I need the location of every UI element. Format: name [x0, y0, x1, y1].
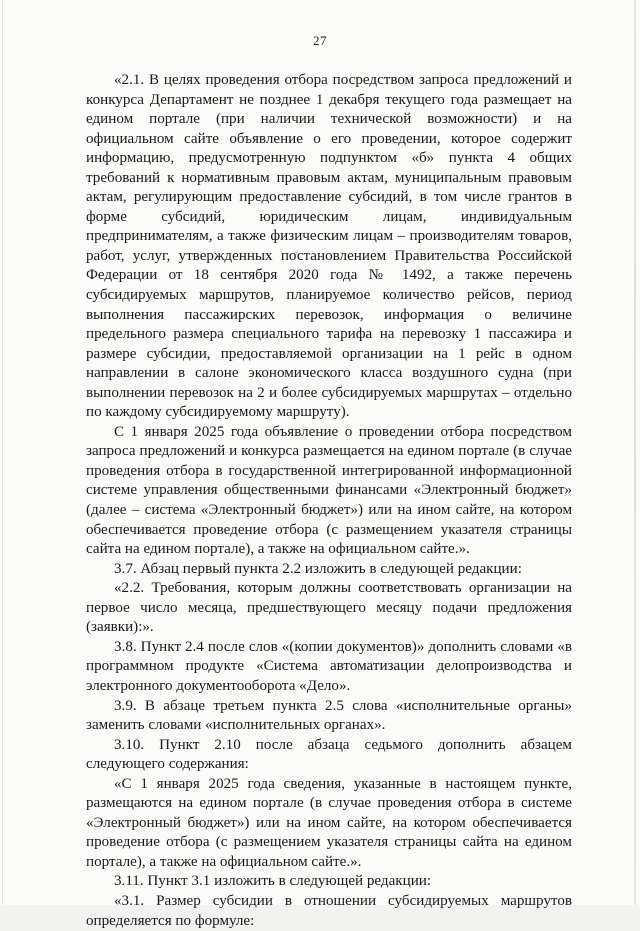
scan-edge-right [634, 0, 636, 905]
paragraph-2025-information: «С 1 января 2025 года сведения, указанные в настоящем пункте, размещаются на едином портале (в случае проведения отбора в системе «Электронный бюджет») или на ином сайте, на котором обеспечивается проведение отбора (с размещением указателя страницы сайта на едином портале), а также на официальном сайте.». [86, 775, 572, 870]
paragraph-3-7: 3.7. Абзац первый пункта 2.2 изложить в следующей редакции: [114, 560, 522, 577]
paragraph-3-1: «3.1. Размер субсидии в отношении субсидируемых маршрутов определяется по формуле: [86, 892, 572, 929]
paragraph-3-9: 3.9. В абзаце третьем пункта 2.5 слова «исполнительные органы» заменить словами «исполнительных органах». [86, 697, 572, 734]
paragraph-3-10: 3.10. Пункт 2.10 после абзаца седьмого дополнить абзацем следующего содержания: [86, 736, 572, 773]
paragraph-3-11: 3.11. Пункт 3.1 изложить в следующей редакции: [114, 873, 432, 890]
page-number: 27 [313, 33, 327, 48]
paragraph-2-2: «2.2. Требования, которым должны соответствовать организации на первое число месяца, предшествующего месяцу подачи предложения (заявки):». [86, 580, 572, 636]
document-body [86, 71, 572, 931]
scan-edge-left [2, 0, 3, 905]
paragraph-2025-announcement: С 1 января 2025 года объявление о проведении отбора посредством запроса предложений и конкурса размещается на едином портале (в случае проведения отбора в государственной интегрированной информационной системе управления общественными финансами «Электронный бюджет» (далее – система «Электронный бюджет») или на ином сайте, на котором обеспечивается проведение отбора (с размещением указателя страницы сайта на едином портале), а также на официальном сайте.». [86, 423, 572, 558]
paragraph-2-1: «2.1. В целях проведения отбора посредством запроса предложений и конкурса Департамент не позднее 1 декабря текущего года размещает на едином портале (при наличии технической возможности) и на официальном сайте объявление о его проведении, которое содержит информацию, предусмотренную подпунктом «б» пункта 4 общих требований к нормативным правовым актам, муниципальным правовым актам, регулирующим предоставление субсидий, в том числе грантов в форме субсидий, юридическим лицам, индивидуальным предпринимателям, а также физическим лицам – производителям товаров, работ, услуг, утвержденных постановлением Правительства Российской Федерации от 18 сентября 2020 года № 1492, а также перечень субсидируемых маршрутов, планируемое количество рейсов, период выполнения пассажирских перевозок, информация о величине предельного размера специального тарифа на перевозку 1 пассажира и размере субсидии, предоставляемой организации на 1 рейс в одном направлении в салоне экономического класса воздушного судна (при выполнении перевозок на 2 и более субсидируемых маршрутах – отдельно по каждому субсидируемому маршруту). [86, 72, 572, 421]
paragraph-3-8: 3.8. Пункт 2.4 после слов «(копии документов)» дополнить словами «в программном продукте «Система автоматизации делопроизводства и электронного документооборота «Дело». [86, 638, 572, 694]
